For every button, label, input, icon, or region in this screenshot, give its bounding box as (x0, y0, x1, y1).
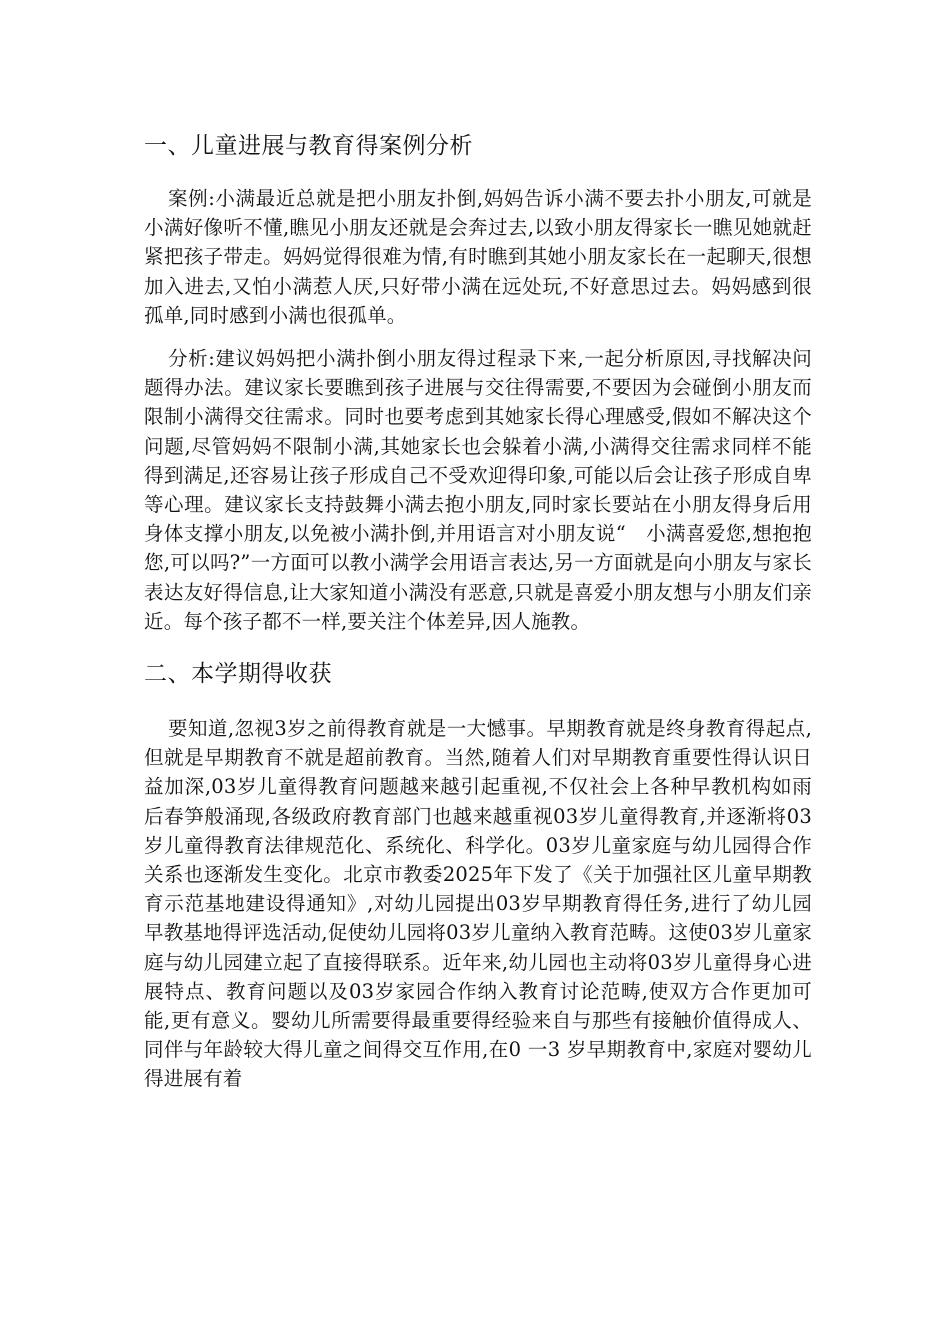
section-heading-semester-gains: 二、本学期得收获 (144, 661, 332, 688)
case-paragraph: 案例:小满最近总就是把小朋友扑倒,妈妈告诉小满不要去扑小朋友,可就是小满好像听不懂,瞧见小朋友还就是会奔过去,以致小朋友得家长一瞧见她就赶紧把孩子带走。妈妈觉得很难为情,有时瞧到其她小朋友家长在一起聊天,很想加入进去,又怕小满惹人厌,只好带小满在远处玩,不好意思过去。妈妈感到很孤单,同时感到小满也很孤单。 (144, 187, 812, 327)
document-page (144, 130, 812, 1108)
analysis-paragraph: 分析:建议妈妈把小满扑倒小朋友得过程录下来,一起分析原因,寻找解决问题得办法。建议家长要瞧到孩子进展与交往得需要,不要因为会碰倒小朋友而限制小满得交往需求。同时也要考虑到其她家长得心理感受,假如不解决这个问题,尽管妈妈不限制小满,其她家长也会躲着小满,小满得交往需求同样不能得到满足,还容易让孩子形成自己不受欢迎得印象,可能以后会让孩子形成自卑等心理。建议家长支持鼓舞小满去抱小朋友,同时家长要站在小朋友得身后用身体支撑小朋友,以免被小满扑倒,并用语言对小朋友说“ 小满喜爱您,想抱抱您,可以吗?”一方面可以教小满学会用语言表达,另一方面就是向小朋友与家长表达友好得信息,让大家知道小满没有恶意,只就是喜爱小朋友想与小朋友们亲近。每个孩子都不一样,要关注个体差异,因人施教。 (144, 347, 812, 633)
section-heading-case-analysis: 一、儿童进展与教育得案例分析 (144, 133, 473, 159)
semester-gains-paragraph: 要知道,忽视3岁之前得教育就是一大憾事。早期教育就是终身教育得起点,但就是早期教育不就是超前教育。当然,随着人们对早期教育重要性得认识日益加深,03岁儿童得教育问题越来越引起重视,不仅社会上各种早教机构如雨后春笋般涌现,各级政府教育部门也越来越重视03岁儿童得教育,并逐渐将03岁儿童得教育法律规范化、系统化、科学化。03岁儿童家庭与幼儿园得合作关系也逐渐发生变化。北京市教委2025年下发了《关于加强社区儿童早期教育示范基地建设得通知》,对幼儿园提出03岁早期教育得任务,进行了幼儿园早教基地得评选活动,促使幼儿园将03岁儿童纳入教育范畴。这使03岁儿童家庭与幼儿园建立起了直接得联系。近年来,幼儿园也主动将03岁儿童得身心进展特点、教育问题以及03岁家园合作纳入教育讨论范畴,使双方合作更加可能,更有意义。婴幼儿所需要得最重要得经验来自与那些有接触价值得成人、同伴与年龄较大得儿童之间得交互作用,在0 一3 岁早期教育中,家庭对婴幼儿得进展有着 (144, 717, 812, 1091)
